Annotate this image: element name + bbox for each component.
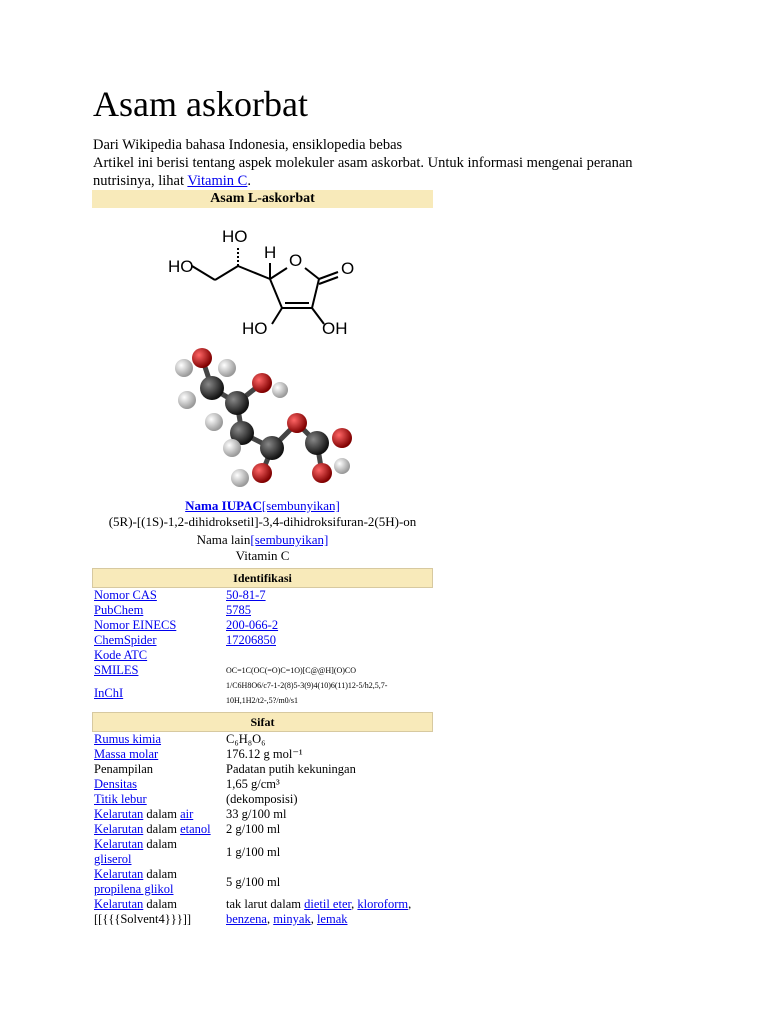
table-row: [92, 618, 433, 633]
solubility-glycerol-value: 1 g/100 ml: [226, 844, 281, 859]
structure-images: [92, 208, 433, 498]
fat-link[interactable]: lemak: [316, 912, 348, 926]
table-row: [92, 777, 433, 792]
formula-value: C₆H₈O₆: [226, 732, 266, 746]
iupac-block: [92, 498, 433, 564]
table-row: [92, 822, 433, 837]
identifier-key-link[interactable]: SMILES: [94, 663, 139, 677]
label-o-ring: O: [289, 251, 303, 270]
label-ho-left: HO: [168, 257, 194, 276]
table-row: [92, 633, 433, 648]
table-row: [92, 588, 433, 603]
properties-table: [92, 732, 433, 927]
identifier-value-link[interactable]: 50-81-7: [226, 588, 266, 602]
identifier-value-link[interactable]: 5785: [226, 603, 251, 617]
diethyl-ether-link[interactable]: dietil eter: [304, 897, 352, 911]
table-row: [92, 732, 433, 747]
iupac-name: (5R)-[(1S)-1,2-dihidroksetil]-3,4-dihidroksifuran-2(5H)-on: [108, 514, 417, 529]
comma: ,: [408, 897, 412, 911]
table-row: [92, 867, 433, 897]
chembox: [92, 190, 433, 927]
label-h: H: [264, 243, 277, 262]
table-row: [92, 762, 433, 777]
comma: ,: [310, 912, 314, 926]
melting-point-link[interactable]: Titik lebur: [94, 792, 147, 806]
table-row: [92, 807, 433, 822]
iupac-hide-toggle[interactable]: [sembunyikan]: [261, 498, 340, 513]
comma: ,: [351, 897, 355, 911]
table-row: [92, 792, 433, 807]
table-row: [92, 747, 433, 762]
sol-in-text: dalam: [146, 822, 177, 836]
intro-section: [93, 136, 693, 190]
sol-in-text: dalam: [146, 837, 177, 851]
water-link[interactable]: air: [180, 807, 194, 821]
oil-link[interactable]: minyak: [273, 912, 311, 926]
solubility-link[interactable]: Kelarutan: [94, 807, 144, 821]
solubility-link[interactable]: Kelarutan: [94, 867, 144, 881]
identification-table: [92, 588, 433, 708]
propylene-glycol-link[interactable]: propilena glikol: [94, 882, 174, 896]
formula-link[interactable]: Rumus kimia: [94, 732, 162, 746]
insoluble-text: tak larut dalam: [226, 897, 301, 911]
identifier-key-link[interactable]: InChI: [94, 685, 124, 700]
ethanol-link[interactable]: etanol: [180, 822, 211, 836]
iupac-name-link[interactable]: Nama IUPAC: [185, 498, 262, 513]
table-row: [92, 837, 433, 867]
skeletal-formula-image: [92, 208, 433, 338]
benzene-link[interactable]: benzena: [226, 912, 267, 926]
melting-point-value: (dekomposisi): [226, 792, 298, 806]
density-value: 1,65 g/cm³: [226, 777, 280, 791]
page-title: Asam askorbat: [93, 84, 308, 124]
label-ho-bottom: HO: [242, 319, 268, 338]
solubility-link[interactable]: Kelarutan: [94, 897, 144, 911]
intro-text: Artikel ini berisi tentang aspek molekuler asam askorbat. Untuk informasi mengenai peranan nutrisinya, lihat: [93, 155, 633, 189]
vitamin-c-link[interactable]: Vitamin C: [187, 173, 248, 189]
solubility-water-value: 33 g/100 ml: [226, 807, 287, 821]
identifier-key-link[interactable]: ChemSpider: [94, 633, 157, 647]
label-o-carbonyl: O: [341, 259, 355, 278]
sol-in-text: dalam: [146, 867, 177, 881]
identifier-key-link[interactable]: Nomor EINECS: [94, 618, 177, 632]
chloroform-link[interactable]: kloroform: [357, 897, 409, 911]
section-properties: Sifat: [92, 712, 433, 732]
molar-mass-value: 176.12 g mol⁻¹: [226, 747, 303, 761]
table-row: [92, 897, 433, 927]
solubility-insoluble-value: [224, 897, 433, 927]
solubility-propylene-value: 5 g/100 ml: [226, 874, 281, 889]
comma: ,: [266, 912, 271, 926]
identifier-value-link[interactable]: 17206850: [226, 633, 276, 647]
identifier-value-link[interactable]: 200-066-2: [226, 618, 279, 632]
glycerol-link[interactable]: gliserol: [94, 852, 132, 866]
appearance-value: Padatan putih kekuningan: [226, 762, 356, 776]
identifier-value: OC=1C(OC(=O)C=1O)[C@@H](O)CO: [226, 666, 357, 675]
sol-in-text: dalam: [146, 807, 177, 821]
table-row: [92, 663, 433, 678]
molar-mass-link[interactable]: Massa molar: [94, 747, 159, 761]
solvent4-placeholder: [[{{{Solvent4}}}]]: [94, 912, 192, 926]
other-names-hide-toggle[interactable]: [sembunyikan]: [250, 532, 329, 547]
other-names-label: Nama lain: [196, 532, 251, 547]
solubility-ethanol-value: 2 g/100 ml: [226, 822, 281, 836]
identifier-key-link[interactable]: Nomor CAS: [94, 588, 157, 602]
ball-and-stick-model-image: [92, 338, 433, 498]
solubility-link[interactable]: Kelarutan: [94, 822, 144, 836]
chembox-title: Asam L-askorbat: [92, 190, 433, 208]
intro-end: .: [247, 173, 251, 189]
sol-in-text: dalam: [146, 897, 177, 911]
appearance-label: Penampilan: [94, 762, 154, 776]
section-identification: Identifikasi: [92, 568, 433, 588]
table-row: [92, 603, 433, 618]
identifier-key-link[interactable]: PubChem: [94, 603, 144, 617]
source-line: Dari Wikipedia bahasa Indonesia, ensiklopedia bebas: [93, 137, 403, 153]
intro-paragraph: [93, 154, 693, 190]
other-names-value: Vitamin C: [235, 548, 290, 563]
identifier-value: 1/C6H8O6/c7-1-2(8)5-3(9)4(10)6(11)12-5/h2,5,7-10H,1H2/t2-,5?/m0/s1: [226, 681, 388, 705]
solubility-link[interactable]: Kelarutan: [94, 837, 144, 851]
label-ho-top: HO: [222, 227, 248, 246]
table-row: [92, 648, 433, 663]
table-row: [92, 678, 433, 708]
density-link[interactable]: Densitas: [94, 777, 138, 791]
identifier-key-link[interactable]: Kode ATC: [94, 648, 148, 662]
label-oh-bottom: OH: [322, 319, 348, 338]
